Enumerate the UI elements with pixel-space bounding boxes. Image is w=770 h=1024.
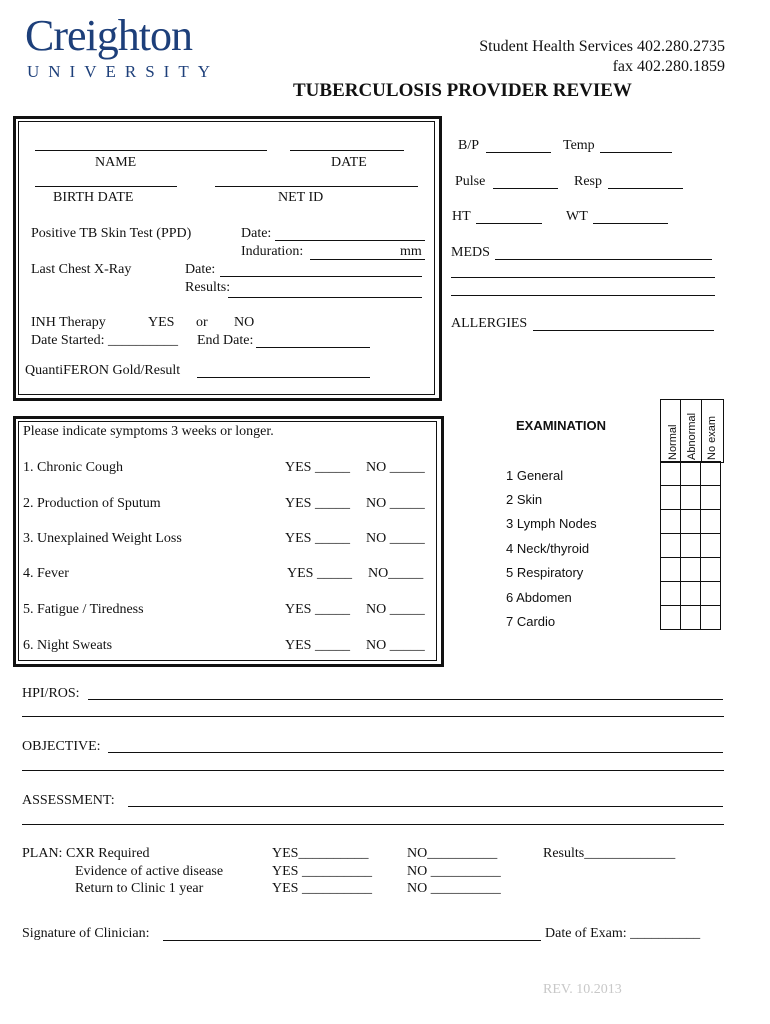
date-of-exam[interactable]: Date of Exam: __________	[545, 926, 701, 941]
exam-cell[interactable]	[661, 534, 681, 558]
revision-label: REV. 10.2013	[543, 982, 622, 997]
symptom-yes[interactable]: YES _____	[287, 566, 352, 581]
quantiferon-field[interactable]	[197, 377, 370, 378]
exam-cell[interactable]	[681, 606, 701, 630]
creighton-logo-sub: UNIVERSITY	[27, 62, 219, 81]
net-id-label: NET ID	[278, 190, 324, 205]
wt-field[interactable]	[593, 223, 668, 224]
exam-cell[interactable]	[701, 558, 721, 582]
exam-cell[interactable]	[661, 462, 681, 486]
resp-label: Resp	[574, 174, 602, 189]
exam-item-respiratory: 5 Respiratory	[506, 565, 584, 580]
xray-label: Last Chest X-Ray	[31, 262, 132, 277]
bp-label: B/P	[458, 138, 480, 153]
name-label: NAME	[95, 155, 137, 170]
end-date-field[interactable]	[256, 347, 370, 348]
exam-cell[interactable]	[661, 558, 681, 582]
exam-cell[interactable]	[701, 534, 721, 558]
exam-header-divider	[680, 399, 681, 461]
exam-header-box	[660, 399, 724, 463]
ht-label: HT	[452, 209, 471, 224]
allergies-field[interactable]	[533, 330, 714, 331]
exam-item-abdomen: 6 Abdomen	[506, 590, 572, 605]
meds-field[interactable]	[495, 259, 712, 260]
symptom-yes[interactable]: YES _____	[285, 638, 350, 653]
bp-field[interactable]	[486, 152, 551, 153]
symptom-no[interactable]: NO_____	[368, 566, 424, 581]
exam-row	[661, 510, 721, 534]
temp-field[interactable]	[600, 152, 672, 153]
plan-return-yes[interactable]: YES __________	[272, 881, 372, 896]
exam-checkbox-grid	[660, 461, 721, 630]
plan-cxr-no[interactable]: NO__________	[407, 846, 498, 861]
date-field[interactable]	[290, 150, 404, 151]
services-phone: Student Health Services 402.280.2735	[479, 38, 725, 55]
assessment-line-2[interactable]	[22, 824, 724, 825]
exam-col-normal: Normal	[667, 424, 679, 460]
allergies-label: ALLERGIES	[451, 316, 528, 331]
exam-col-abnormal: Abnormal	[686, 412, 698, 460]
exam-cell[interactable]	[681, 462, 701, 486]
objective-field[interactable]	[108, 752, 723, 753]
hpi-line-2[interactable]	[22, 716, 724, 717]
exam-cell[interactable]	[681, 558, 701, 582]
symptom-label: 6. Night Sweats	[23, 638, 113, 653]
symptom-label: 1. Chronic Cough	[23, 460, 123, 475]
name-field[interactable]	[35, 150, 267, 151]
exam-cell[interactable]	[701, 486, 721, 510]
exam-cell[interactable]	[701, 582, 721, 606]
plan-return-no[interactable]: NO __________	[407, 881, 501, 896]
end-date-label: End Date:	[197, 333, 254, 348]
exam-item-skin: 2 Skin	[506, 492, 543, 507]
xray-date-label: Date:	[185, 262, 216, 277]
pulse-field[interactable]	[493, 188, 558, 189]
exam-cell[interactable]	[661, 510, 681, 534]
fax-number: fax 402.280.1859	[612, 58, 725, 75]
exam-row	[661, 462, 721, 486]
symptoms-header: Please indicate symptoms 3 weeks or longer.	[23, 424, 274, 439]
signature-label: Signature of Clinician:	[22, 926, 150, 941]
plan-evidence-yes[interactable]: YES __________	[272, 864, 372, 879]
symptom-no[interactable]: NO _____	[366, 638, 425, 653]
plan-evidence-label: Evidence of active disease	[75, 864, 224, 879]
objective-label: OBJECTIVE:	[22, 739, 101, 754]
exam-item-cardio: 7 Cardio	[506, 614, 556, 629]
symptom-label: 3. Unexplained Weight Loss	[23, 531, 182, 546]
assessment-field[interactable]	[128, 806, 723, 807]
exam-cell[interactable]	[661, 606, 681, 630]
exam-header-divider	[701, 399, 702, 461]
exam-item-lymph: 3 Lymph Nodes	[506, 516, 597, 531]
quantiferon-label: QuantiFERON Gold/Result	[25, 363, 181, 378]
meds-line-2[interactable]	[451, 277, 715, 278]
symptom-yes[interactable]: YES _____	[285, 531, 350, 546]
hpi-field[interactable]	[88, 699, 723, 700]
patient-info-inner	[18, 121, 435, 395]
assessment-label: ASSESSMENT:	[22, 793, 115, 808]
meds-label: MEDS	[451, 245, 490, 260]
symptom-no[interactable]: NO _____	[366, 460, 425, 475]
meds-line-3[interactable]	[451, 295, 715, 296]
objective-line-2[interactable]	[22, 770, 724, 771]
plan-cxr-label: PLAN: CXR Required	[22, 846, 150, 861]
page-title: TUBERCULOSIS PROVIDER REVIEW	[293, 80, 632, 101]
birth-date-field[interactable]	[35, 186, 177, 187]
symptom-yes[interactable]: YES _____	[285, 496, 350, 511]
ppd-date-label: Date:	[241, 226, 272, 241]
induration-label: Induration:	[241, 244, 304, 259]
wt-label: WT	[566, 209, 588, 224]
exam-row	[661, 582, 721, 606]
exam-cell[interactable]	[681, 582, 701, 606]
symptom-label: 2. Production of Sputum	[23, 496, 161, 511]
inh-or: or	[196, 315, 208, 330]
exam-cell[interactable]	[661, 582, 681, 606]
symptom-label: 4. Fever	[23, 566, 69, 581]
ppd-date-field[interactable]	[275, 240, 425, 241]
mm-label: mm	[400, 244, 422, 259]
symptom-yes[interactable]: YES _____	[285, 602, 350, 617]
birth-date-label: BIRTH DATE	[53, 190, 134, 205]
exam-cell[interactable]	[701, 462, 721, 486]
symptom-no[interactable]: NO _____	[366, 602, 425, 617]
inh-yes[interactable]: YES	[148, 315, 175, 330]
exam-row	[661, 486, 721, 510]
symptom-yes[interactable]: YES _____	[285, 460, 350, 475]
exam-item-general: 1 General	[506, 468, 564, 483]
examination-title: EXAMINATION	[516, 418, 607, 433]
symptom-label: 5. Fatigue / Tiredness	[23, 602, 144, 617]
exam-cell[interactable]	[681, 534, 701, 558]
inh-no[interactable]: NO	[234, 315, 255, 330]
symptom-no[interactable]: NO _____	[366, 496, 425, 511]
hpi-label: HPI/ROS:	[22, 686, 80, 701]
symptom-no[interactable]: NO _____	[366, 531, 425, 546]
temp-label: Temp	[563, 138, 595, 153]
exam-cell[interactable]	[701, 606, 721, 630]
exam-cell[interactable]	[701, 510, 721, 534]
resp-field[interactable]	[608, 188, 683, 189]
pulse-label: Pulse	[455, 174, 486, 189]
xray-date-field[interactable]	[220, 276, 422, 277]
xray-results-label: Results:	[185, 280, 231, 295]
exam-col-no-exam: No exam	[706, 415, 718, 460]
date-started[interactable]: Date Started: __________	[31, 333, 178, 348]
plan-evidence-no[interactable]: NO __________	[407, 864, 501, 879]
plan-cxr-yes[interactable]: YES__________	[272, 846, 369, 861]
plan-results[interactable]: Results_____________	[543, 846, 676, 861]
signature-field[interactable]	[163, 940, 541, 941]
exam-row	[661, 606, 721, 630]
ht-field[interactable]	[476, 223, 542, 224]
ppd-label: Positive TB Skin Test (PPD)	[31, 226, 192, 241]
exam-cell[interactable]	[681, 486, 701, 510]
creighton-logo-name: Creighton	[25, 11, 192, 60]
date-label: DATE	[331, 155, 367, 170]
exam-cell[interactable]	[681, 510, 701, 534]
exam-row	[661, 534, 721, 558]
inh-label: INH Therapy	[31, 315, 106, 330]
net-id-field[interactable]	[215, 186, 418, 187]
exam-item-neck: 4 Neck/thyroid	[506, 541, 590, 556]
xray-results-field[interactable]	[228, 297, 422, 298]
exam-cell[interactable]	[661, 486, 681, 510]
plan-return-label: Return to Clinic 1 year	[75, 881, 204, 896]
exam-row	[661, 558, 721, 582]
